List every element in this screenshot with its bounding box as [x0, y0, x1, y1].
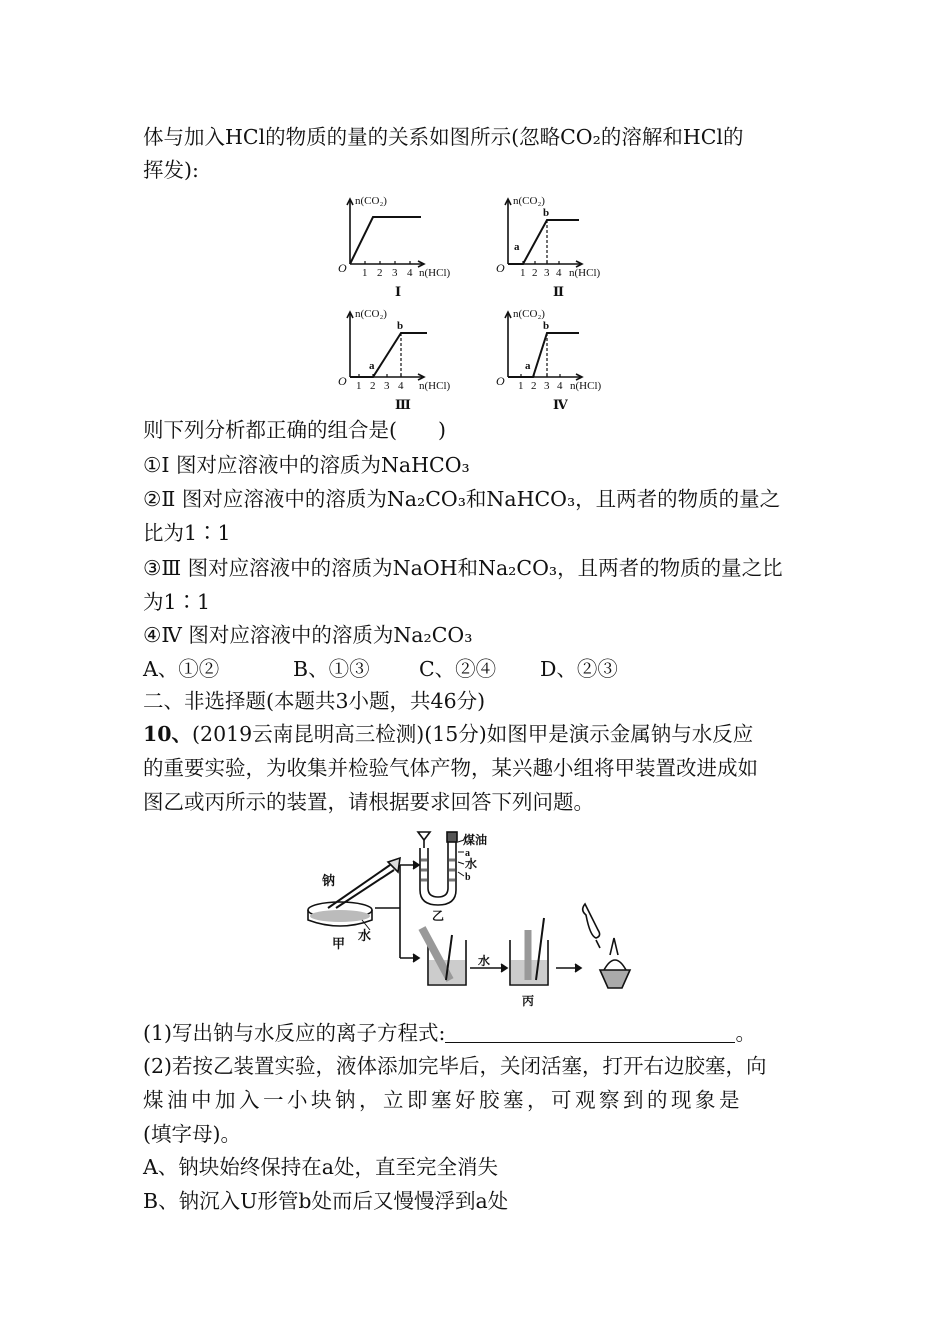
sub-question-2-line-1: (2)若按乙装置实验，液体添加完毕后，关闭活塞，打开右边胶塞，向: [143, 1054, 767, 1078]
statement-2-line-2: 比为1∶1: [143, 521, 231, 545]
point-a: a: [525, 360, 531, 372]
data-line: [350, 217, 421, 264]
chart-4-svg: [493, 305, 633, 415]
chart-number: Ⅲ: [395, 397, 411, 412]
origin-label: O: [496, 261, 505, 275]
answer-blank[interactable]: [445, 1022, 735, 1043]
sub-question-2-line-2: 煤油中加入一小块钠，立即塞好胶塞，可观察到的现象是: [143, 1088, 743, 1112]
chart-4: [493, 305, 633, 415]
data-line: [350, 333, 427, 377]
apparatus-svg: [300, 820, 660, 1015]
tick-3: 3: [392, 267, 398, 279]
tick-1: 1: [356, 380, 362, 392]
statement-2-line-1: ②Ⅱ 图对应溶液中的溶质为Na₂CO₃和NaHCO₃，且两者的物质的量之: [143, 487, 781, 511]
chart-1-svg: [335, 192, 475, 302]
tick-2: 2: [531, 380, 537, 392]
tick-4: 4: [398, 380, 404, 392]
tick-2: 2: [370, 380, 376, 392]
sub-question-1: [143, 1018, 756, 1048]
label-yi: 乙: [432, 909, 445, 923]
axes: [347, 312, 424, 380]
origin-label: O: [338, 374, 347, 388]
tick-3: 3: [384, 380, 390, 392]
q10-line-1: [143, 719, 753, 749]
section-2-heading: 二、非选择题(本题共3小题，共46分): [143, 689, 486, 713]
tick-4: 4: [556, 267, 562, 279]
choice-a[interactable]: A、钠块始终保持在a处，直至完全消失: [143, 1155, 499, 1179]
tick-1: 1: [518, 380, 524, 392]
sub1-end: 。: [735, 1021, 756, 1045]
point-b: b: [397, 320, 404, 332]
option-b[interactable]: B、①③: [293, 657, 370, 681]
origin-label: O: [496, 374, 505, 388]
statement-3-line-1: ③Ⅲ 图对应溶液中的溶质为NaOH和Na₂CO₃，且两者的物质的量之比: [143, 556, 783, 580]
apparatus-figure: [300, 820, 660, 1019]
x-axis-label: n(HCl): [419, 267, 451, 279]
point-b: b: [543, 207, 550, 219]
option-a[interactable]: A、①②: [143, 657, 220, 681]
label-water-2: 水: [478, 954, 491, 968]
tick-2: 2: [377, 267, 383, 279]
chart-1: [335, 192, 475, 302]
tick-1: 1: [520, 267, 526, 279]
label-b: b: [465, 872, 471, 883]
chart-3: [335, 305, 475, 415]
chart-number: Ⅱ: [553, 284, 564, 299]
x-axis-label: n(HCl): [570, 380, 602, 392]
statement-4: ④Ⅳ 图对应溶液中的溶质为Na₂CO₃: [143, 623, 473, 647]
options-row: [143, 654, 618, 684]
question-stem: 则下列分析都正确的组合是( ): [143, 418, 446, 442]
statement-3-line-2: 为1∶1: [143, 590, 211, 614]
label-water: 水: [358, 928, 372, 943]
u-tube: [418, 832, 464, 905]
y-axis-label: n(CO₂): [355, 195, 387, 207]
q10-text-1: (2019云南昆明高三检测)(15分)如图甲是演示金属钠与水反应: [192, 722, 754, 746]
chart-2: [493, 192, 633, 302]
y-axis-label: n(CO₂): [355, 308, 387, 320]
point-a: a: [369, 360, 375, 372]
data-line: [508, 333, 579, 377]
sub-question-2-line-3: (填字母)。: [143, 1122, 241, 1146]
y-axis-label: n(CO₂): [513, 308, 545, 320]
tick-4: 4: [407, 267, 413, 279]
chart-number: Ⅰ: [395, 284, 402, 299]
option-d[interactable]: D、②③: [540, 657, 618, 681]
beaker-apparatus: [422, 904, 630, 988]
sub1-text: (1)写出钠与水反应的离子方程式:: [143, 1021, 446, 1045]
intro-line-2: 挥发):: [143, 158, 199, 182]
label-sodium: 钠: [322, 873, 336, 888]
intro-line-1: 体与加入HCl的物质的量的关系如图所示(忽略CO₂的溶解和HCl的: [143, 125, 744, 149]
tick-3: 3: [544, 267, 550, 279]
q10-line-3: 图乙或丙所示的装置，请根据要求回答下列问题。: [143, 790, 594, 814]
tick-4: 4: [557, 380, 563, 392]
label-water-u: 水: [465, 857, 478, 871]
tick-1: 1: [362, 267, 368, 279]
axes: [347, 199, 424, 267]
q10-line-2: 的重要实验，为收集并检验气体产物，某兴趣小组将甲装置改进成如: [143, 756, 758, 780]
option-c[interactable]: C、②④: [419, 657, 497, 681]
chart-2-svg: [493, 192, 633, 302]
chart-3-svg: [335, 305, 475, 415]
x-axis-label: n(HCl): [569, 267, 601, 279]
tick-2: 2: [532, 267, 538, 279]
label-bing: 丙: [522, 994, 535, 1008]
point-b: b: [543, 320, 550, 332]
point-a: a: [514, 241, 520, 253]
y-axis-label: n(CO₂): [513, 195, 545, 207]
branch-arrows: [375, 861, 419, 962]
label-jia: 甲: [332, 936, 346, 951]
label-a: a: [465, 848, 470, 859]
chart-number: Ⅳ: [553, 397, 568, 412]
choice-b[interactable]: B、钠沉入U形管b处而后又慢慢浮到a处: [143, 1189, 509, 1213]
label-kerosene: 煤油: [463, 833, 488, 847]
tick-3: 3: [544, 380, 550, 392]
dish-apparatus: [308, 858, 400, 930]
x-axis-label: n(HCl): [419, 380, 451, 392]
q10-number: 10、: [143, 722, 193, 746]
statement-1: ①Ⅰ 图对应溶液中的溶质为NaHCO₃: [143, 453, 470, 477]
origin-label: O: [338, 261, 347, 275]
